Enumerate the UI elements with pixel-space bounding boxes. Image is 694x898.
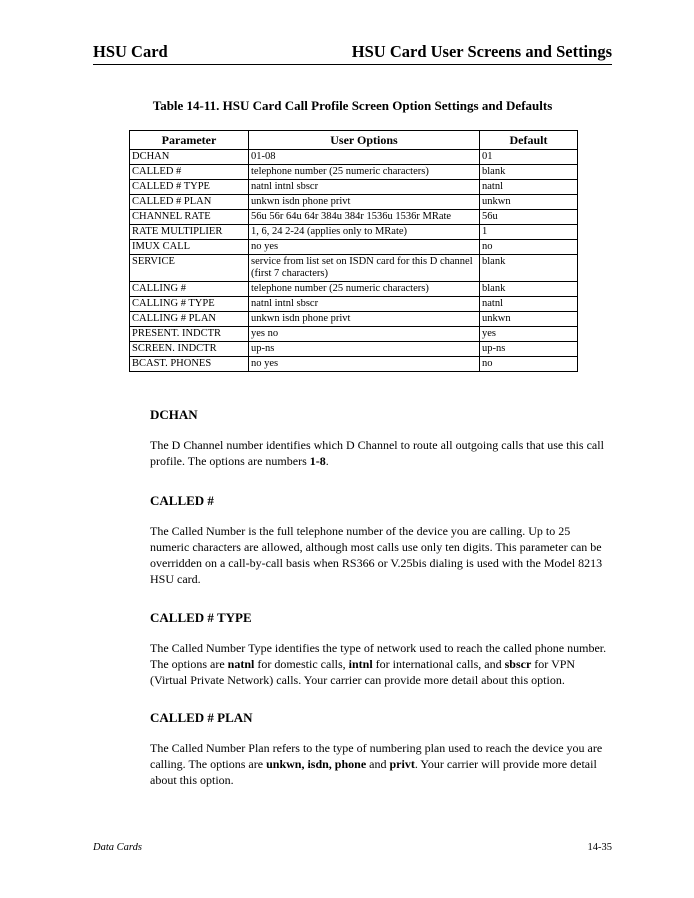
- default-cell: no: [480, 240, 578, 255]
- user-options-cell: up-ns: [249, 342, 480, 357]
- section-body-called-number: [150, 523, 612, 587]
- section-title-dchan: DCHAN: [150, 407, 198, 422]
- table-row: [130, 180, 578, 195]
- section-body-dchan: [150, 437, 612, 469]
- parameter-cell: CALLING #: [130, 282, 249, 297]
- parameter-cell: SERVICE: [130, 255, 249, 282]
- body-text: The D Channel number identifies which D Channel to route all outgoing calls that use this call profile. The options are numbers: [150, 438, 604, 468]
- section-title-called-number: CALLED #: [150, 493, 214, 508]
- column-header-default: Default: [480, 131, 578, 150]
- default-cell: up-ns: [480, 342, 578, 357]
- parameter-cell: RATE MULTIPLIER: [130, 225, 249, 240]
- body-text: The Called Number is the full telephone number of the device you are calling. Up to 25 numeric characters are allowed, although most calls use only ten digits. This parameter can be overridden on a call-by-call basis when RS366 or V.25bis dialing is used with the Model 8213 HSU card.: [150, 524, 603, 586]
- user-options-cell: natnl intnl sbscr: [249, 180, 480, 195]
- user-options-cell: unkwn isdn phone privt: [249, 195, 480, 210]
- table-row: [130, 282, 578, 297]
- parameter-cell: DCHAN: [130, 150, 249, 165]
- default-cell: yes: [480, 327, 578, 342]
- default-cell: no: [480, 357, 578, 372]
- table-header-row: [130, 131, 578, 150]
- default-cell: natnl: [480, 180, 578, 195]
- column-header-parameter: Parameter: [130, 131, 249, 150]
- bold-text: privt: [389, 757, 415, 771]
- parameter-cell: CHANNEL RATE: [130, 210, 249, 225]
- bold-text: unkwn, isdn, phone: [266, 757, 367, 771]
- table-row: [130, 210, 578, 225]
- default-cell: blank: [480, 282, 578, 297]
- footer-book-title: Data Cards: [93, 842, 142, 853]
- column-header-user-options: User Options: [249, 131, 480, 150]
- user-options-cell: telephone number (25 numeric characters): [249, 282, 480, 297]
- user-options-cell: no yes: [249, 240, 480, 255]
- body-text: The Called Number Plan refers to the type of numbering plan used to reach the device you are calling. The options are: [150, 741, 603, 771]
- parameter-cell: CALLED # TYPE: [130, 180, 249, 195]
- user-options-cell: telephone number (25 numeric characters): [249, 165, 480, 180]
- body-text: for domestic calls,: [254, 657, 349, 671]
- table-row: [130, 312, 578, 327]
- bold-text: 1-8: [309, 454, 326, 468]
- user-options-cell: no yes: [249, 357, 480, 372]
- user-options-cell: unkwn isdn phone privt: [249, 312, 480, 327]
- parameter-cell: SCREEN. INDCTR: [130, 342, 249, 357]
- table-caption: Table 14-11. HSU Card Call Profile Screen Option Settings and Defaults: [152, 98, 553, 113]
- body-text: for international calls, and: [372, 657, 505, 671]
- page-header: [93, 40, 612, 65]
- parameter-cell: BCAST. PHONES: [130, 357, 249, 372]
- footer-page-number: 14-35: [587, 842, 612, 853]
- bold-text: sbscr: [504, 657, 532, 671]
- parameter-cell: CALLING # PLAN: [130, 312, 249, 327]
- table-row: [130, 357, 578, 372]
- body-text: for VPN (Virtual Private Network) calls. Your carrier can provide more detail about this option.: [150, 657, 576, 687]
- body-text: The Called Number Type identifies the type of network used to reach the called phone number. The options are: [150, 641, 607, 671]
- section-title-called-number-plan: CALLED # PLAN: [150, 710, 253, 725]
- user-options-cell: 56u 56r 64u 64r 384u 384r 1536u 1536r MRate: [249, 210, 480, 225]
- default-cell: 1: [480, 225, 578, 240]
- table-row: [130, 297, 578, 312]
- table-body: [130, 150, 578, 372]
- default-cell: 01: [480, 150, 578, 165]
- table-row: [130, 327, 578, 342]
- body-text: . Your carrier will provide more detail about this option.: [150, 757, 597, 787]
- parameter-cell: PRESENT. INDCTR: [130, 327, 249, 342]
- default-cell: 56u: [480, 210, 578, 225]
- table-row: [130, 225, 578, 240]
- default-cell: blank: [480, 165, 578, 180]
- section-title-called-number-type: CALLED # TYPE: [150, 610, 252, 625]
- parameter-cell: CALLED #: [130, 165, 249, 180]
- table-row: [130, 342, 578, 357]
- parameter-cell: CALLING # TYPE: [130, 297, 249, 312]
- user-options-cell: service from list set on ISDN card for this D channel (first 7 characters): [249, 255, 480, 282]
- user-options-cell: 1, 6, 24 2-24 (applies only to MRate): [249, 225, 480, 240]
- default-cell: natnl: [480, 297, 578, 312]
- bold-text: natnl: [227, 657, 255, 671]
- section-body-called-number-plan: [150, 740, 612, 788]
- bold-text: intnl: [348, 657, 373, 671]
- table-row: [130, 165, 578, 180]
- user-options-cell: natnl intnl sbscr: [249, 297, 480, 312]
- default-cell: unkwn: [480, 312, 578, 327]
- table-row: [130, 150, 578, 165]
- default-cell: unkwn: [480, 195, 578, 210]
- section-body-called-number-type: [150, 640, 612, 688]
- table-row: [130, 255, 578, 282]
- parameter-cell: CALLED # PLAN: [130, 195, 249, 210]
- table-row: [130, 195, 578, 210]
- options-table: [129, 130, 578, 372]
- header-chapter-title: HSU Card: [93, 42, 168, 61]
- header-section-title: HSU Card User Screens and Settings: [351, 42, 612, 61]
- body-text: and: [366, 757, 390, 771]
- table-row: [130, 240, 578, 255]
- user-options-cell: yes no: [249, 327, 480, 342]
- user-options-cell: 01-08: [249, 150, 480, 165]
- default-cell: blank: [480, 255, 578, 282]
- parameter-cell: IMUX CALL: [130, 240, 249, 255]
- body-text: .: [325, 454, 329, 468]
